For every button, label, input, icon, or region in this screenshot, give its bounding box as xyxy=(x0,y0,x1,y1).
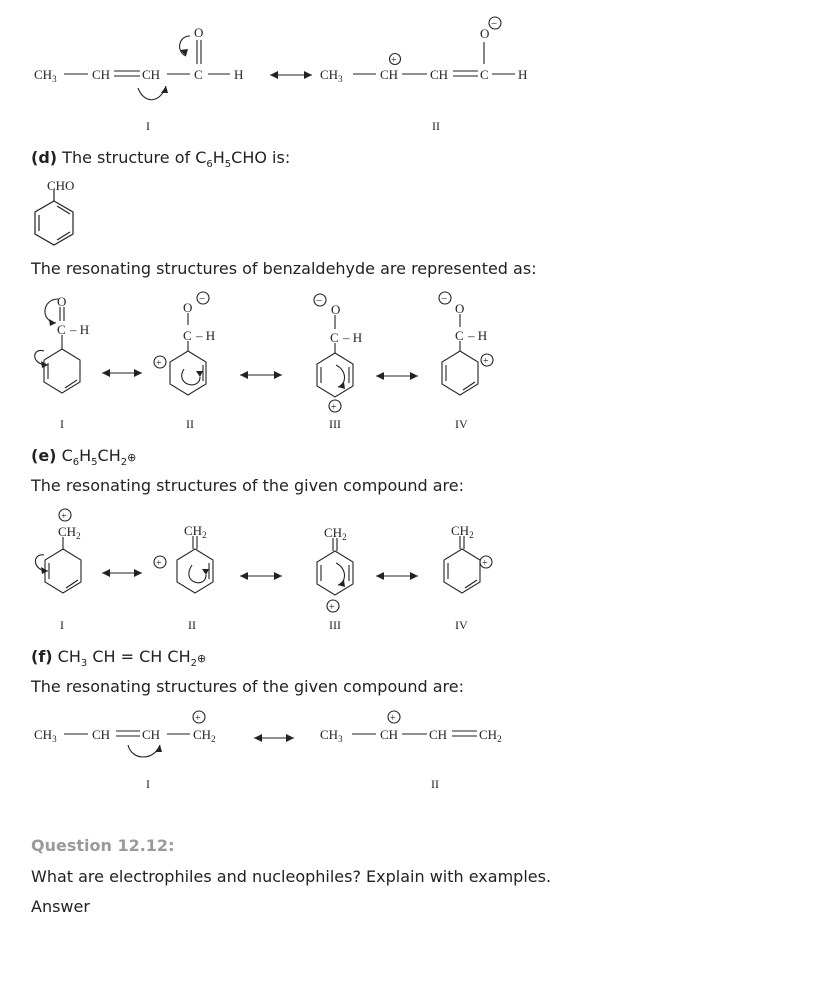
svg-text:+: + xyxy=(329,602,335,613)
benzaldehyde-resonance-diagram xyxy=(0,285,820,435)
part-e-sub1: 6 xyxy=(72,457,80,469)
crotonaldehyde-resonance-diagram xyxy=(0,0,820,140)
part-d-text-before: The structure of C xyxy=(57,148,207,167)
benzaldehyde-structure xyxy=(0,175,120,255)
svg-text:+: + xyxy=(61,511,67,522)
svg-text:CH2: $CH_2$ xyxy=(451,523,474,540)
part-f-formula-a: CH xyxy=(52,647,81,666)
svg-text:−: − xyxy=(199,293,206,305)
part-d-text-after: CHO is: xyxy=(231,148,291,167)
benzyl-label-4: IV xyxy=(455,618,468,632)
benzyl-label-1: I xyxy=(60,618,64,632)
benzaldehyde-label-4: IV xyxy=(455,417,468,431)
part-f-sub1: 3 xyxy=(80,658,88,670)
svg-text:O: O xyxy=(480,26,490,41)
svg-text:– H: – H xyxy=(468,328,488,343)
part-f-formula-b: CH = CH CH xyxy=(87,647,191,666)
part-d-sub1: 6 xyxy=(206,159,213,171)
svg-text:CH: CH xyxy=(92,727,111,742)
benzyl-label-3: III xyxy=(329,618,341,632)
part-f-charge: ⊕ xyxy=(197,652,207,665)
svg-text:+: + xyxy=(331,402,337,413)
svg-text:CH: CH xyxy=(430,67,449,82)
svg-text:CH: CH xyxy=(429,727,448,742)
svg-text:O: O xyxy=(57,294,67,309)
svg-text:II: II xyxy=(432,119,440,133)
question-heading: Question 12.12: xyxy=(31,836,175,855)
svg-text:– H: – H xyxy=(343,330,363,345)
svg-text:C: C xyxy=(455,328,464,343)
svg-text:CH2: $CH_2$ xyxy=(58,524,81,541)
svg-text:H: H xyxy=(518,67,528,82)
svg-text:C: C xyxy=(183,328,192,343)
svg-text:CH2: $CH_2$ xyxy=(479,727,502,744)
allyl-label-2: II xyxy=(431,777,439,791)
part-d-sub2: 5 xyxy=(224,159,232,171)
svg-text:−: − xyxy=(491,18,498,30)
part-e-formula-c: CH xyxy=(97,446,121,465)
part-e-sub3: 2 xyxy=(120,457,128,469)
part-e-prefix: (e) xyxy=(31,446,57,465)
svg-text:+: + xyxy=(391,55,397,66)
svg-text:C: C xyxy=(194,67,203,82)
svg-text:C: C xyxy=(330,330,339,345)
svg-text:H: H xyxy=(234,67,244,82)
benzyl-label-2: II xyxy=(188,618,196,632)
svg-text:CH2: $CH_2$ xyxy=(193,727,216,744)
svg-text:O: O xyxy=(194,25,204,40)
svg-text:+: + xyxy=(156,558,162,569)
svg-text:+: + xyxy=(195,713,201,724)
svg-text:I: I xyxy=(146,119,150,133)
svg-text:O: O xyxy=(455,301,465,316)
svg-text:CH3: $CH_3$ xyxy=(34,67,57,84)
svg-text:CH: CH xyxy=(142,727,161,742)
svg-text:C: C xyxy=(480,67,489,82)
svg-text:CH: CH xyxy=(380,727,399,742)
svg-text:+: + xyxy=(390,713,396,724)
svg-text:O: O xyxy=(183,300,193,315)
part-e-formula-b: H xyxy=(79,446,92,465)
svg-text:+: + xyxy=(483,356,489,367)
svg-text:+: + xyxy=(156,358,162,369)
svg-text:CH2: $CH_2$ xyxy=(184,523,207,540)
part-f-line xyxy=(31,647,206,674)
part-f-intro: The resonating structures of the given compound are: xyxy=(31,677,465,696)
allyl-label-1: I xyxy=(146,777,150,791)
svg-text:−: − xyxy=(316,295,323,307)
svg-text:– H: – H xyxy=(196,328,216,343)
cho-label: CHO xyxy=(47,178,75,193)
part-e-line xyxy=(31,446,136,473)
part-e-charge: ⊕ xyxy=(127,451,137,464)
svg-text:C: C xyxy=(57,322,66,337)
svg-text:CH: CH xyxy=(92,67,111,82)
svg-text:CH3: $CH_3$ xyxy=(320,727,343,744)
benzaldehyde-label-3: III xyxy=(329,417,341,431)
benzaldehyde-intro: The resonating structures of benzaldehyde are represented as: xyxy=(31,259,537,278)
svg-text:CH: CH xyxy=(142,67,161,82)
part-e-sub2: 5 xyxy=(91,457,98,469)
svg-text:CH3: $CH_3$ xyxy=(320,67,343,84)
svg-text:CH2: $CH_2$ xyxy=(324,525,347,542)
svg-text:CH: CH xyxy=(380,67,399,82)
benzyl-cation-resonance-diagram xyxy=(0,505,820,635)
svg-text:– H: – H xyxy=(70,322,90,337)
svg-text:O: O xyxy=(331,302,341,317)
question-text: What are electrophiles and nucleophiles? Explain with examples. xyxy=(31,867,552,886)
part-d-prefix: (d) xyxy=(31,148,58,167)
part-e-formula-a: C xyxy=(56,446,73,465)
part-f-prefix: (f) xyxy=(31,647,53,666)
svg-text:CH3: $CH_3$ xyxy=(34,727,57,744)
part-e-intro: The resonating structures of the given compound are: xyxy=(31,476,465,495)
benzaldehyde-label-1: I xyxy=(60,417,64,431)
answer-label: Answer xyxy=(31,897,90,916)
part-d-line xyxy=(31,148,290,175)
part-d-mid: H xyxy=(212,148,225,167)
svg-text:+: + xyxy=(482,558,488,569)
allyl-cation-resonance-diagram xyxy=(0,705,820,800)
part-f-sub2: 2 xyxy=(190,658,197,670)
benzaldehyde-label-2: II xyxy=(186,417,194,431)
svg-text:−: − xyxy=(441,293,448,305)
